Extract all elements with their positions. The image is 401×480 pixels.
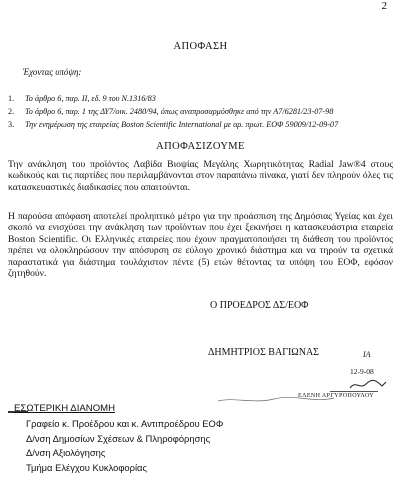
reference-number: 2. xyxy=(8,107,15,116)
distribution-list xyxy=(26,417,223,475)
document-title: ΑΠΟΦΑΣΗ xyxy=(173,41,228,52)
handwritten-signature xyxy=(348,378,388,392)
stamp-name: ΕΛΕΝΗ ΑΡΓΥΡΟΠΟΥΛΟΥ xyxy=(298,393,375,399)
distribution-item: Δ/νση Αξιολόγησης xyxy=(26,447,106,458)
distribution-heading: ΕΣΩΤΕΡΙΚΗ ΔΙΑΝΟΜΗ xyxy=(14,403,116,414)
distribution-item: Δ/νση Δημοσίων Σχέσεων & Πληροφόρησης xyxy=(26,432,211,444)
reference-number: 1. xyxy=(8,94,15,103)
reference-item xyxy=(8,107,393,120)
references-list xyxy=(8,94,393,133)
signatory-title: Ο ΠΡΟΕΔΡΟΣ ΔΣ/ΕΟΦ xyxy=(210,300,309,311)
signature-line xyxy=(330,391,378,392)
decision-paragraph: Την ανάκληση του προϊόντος Λαβίδα Βιοψίας Μεγάλης Χωρητικότητας Radial Jaw®4 στους κωδικούς και τις παρτίδες που περιλαμβάνονται στον παραπάνω πίνακα, γιατί δεν πληρούν όλες τις κατασκευαστικές διαδικασίες που απαιτούνται. xyxy=(8,159,393,193)
decision-heading: ΑΠΟΦΑΣΙΖΟΥΜΕ xyxy=(156,141,245,152)
reference-item xyxy=(8,94,393,107)
reference-text: Το άρθρο 6, παρ. 1 της ΔΥ7/οικ. 2480/94, όπως αναπροσαρμόσθηκε από την Α7/6281/23-07-98 xyxy=(25,107,334,116)
distribution-item: Γραφείο κ. Προέδρου και κ. Αντιπροέδρου ΕΟΦ xyxy=(26,418,224,429)
reference-item xyxy=(8,120,393,133)
reference-text: Το άρθρο 6, παρ. II, εδ. 9 του Ν.1316/83 xyxy=(25,94,156,103)
signatory-name: ΔΗΜΗΤΡΙΟΣ ΒΑΓΙΩΝΑΣ xyxy=(208,347,320,358)
distribution-item: Τμήμα Ελέγχου Κυκλοφορίας xyxy=(26,461,147,473)
handwritten-initials: ΙΑ xyxy=(363,350,371,359)
page-number: 2 xyxy=(381,0,387,12)
measure-paragraph: Η παρούσα απόφαση αποτελεί προληπτικό μέτρο για την προάσπιση της Δημόσιας Υγείας και έχει σκοπό να ενισχύσει την ανάκληση των προϊόντων που έχει ξεκινήσει η κατασκευάστρια εταιρεία Boston Scientific. Οι Ελληνικές εταιρείες που έχουν πραγματοποιήσει τη διάθεση του προϊόντος πρέπει να ολοκληρώσουν την απόσυρση σε εύλογο χρονικό διάστημα και να τηρούν τα σχετικά παραστατικά για διάστημα τουλάχιστον πέντε (5) ετών θέτοντας τα υπόψη του ΕΟΦ, εφόσον ζητηθούν. xyxy=(8,211,393,280)
reference-number: 3. xyxy=(8,120,15,129)
handwritten-date: 12-9-08 xyxy=(350,367,374,376)
reference-text: Την ενημέρωση της εταιρείας Boston Scientific International με αρ. πρωτ. ΕΟΦ 59009/12-09-07 xyxy=(25,120,339,129)
having-regard-label: Έχοντας υπόψη: xyxy=(23,67,82,77)
